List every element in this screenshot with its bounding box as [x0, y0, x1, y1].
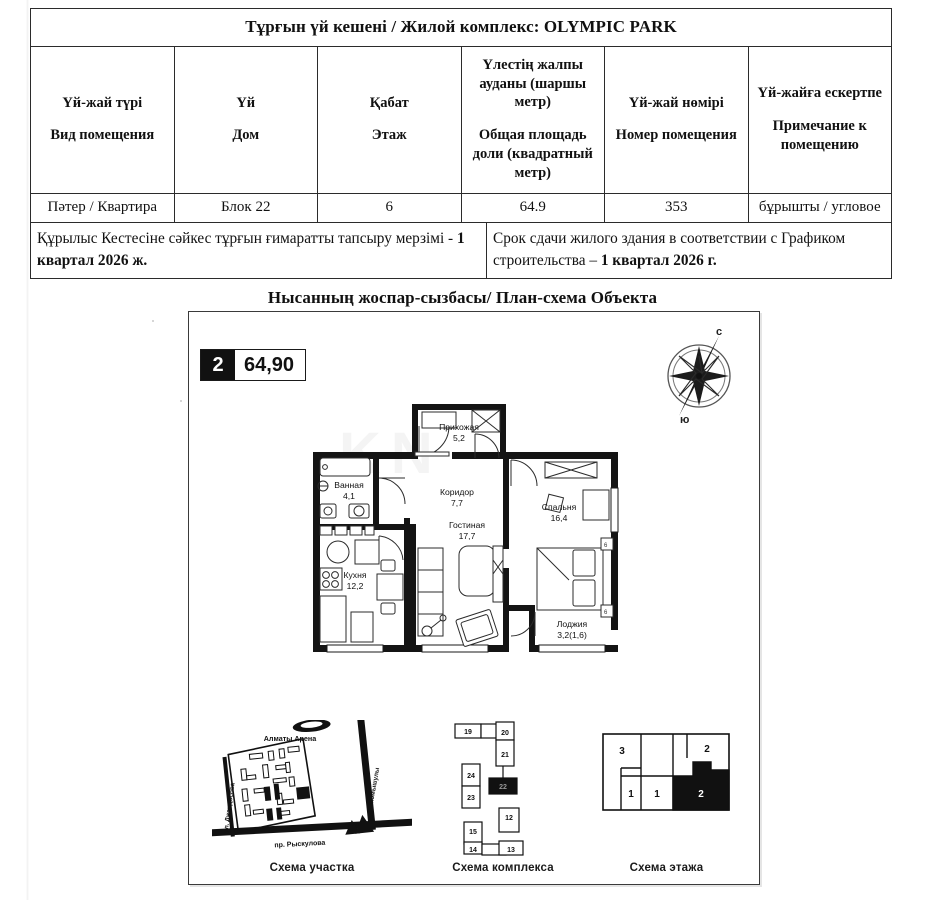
complex-block-24: 24 [467, 773, 475, 780]
column-header-number [605, 46, 749, 193]
room-label-loggia: Лоджия [556, 619, 588, 629]
complex-block-19: 19 [464, 729, 472, 736]
floor-scheme [589, 720, 744, 874]
complex-block-14: 14 [469, 847, 477, 854]
floor-plan-svg [307, 400, 627, 670]
deadline-kz-value: 1 квартал 2026 ж. [37, 230, 465, 269]
cell-number: 353 [605, 193, 749, 222]
header-ru: Номер помещения [615, 127, 737, 144]
room-area-hall: 5,2 [453, 433, 465, 443]
column-header-type [31, 46, 175, 193]
svg-text:6: 6 [604, 610, 608, 616]
property-info-table [30, 8, 892, 223]
plot-scheme-svg [212, 720, 412, 858]
svg-text:с: с [716, 326, 723, 338]
scan-speck [180, 400, 182, 402]
floor-unit-3: 3 [618, 746, 625, 757]
header-ru: Этаж [371, 127, 407, 144]
room-area-bathroom: 4,1 [343, 491, 355, 501]
room-count: 2 [201, 350, 235, 380]
room-label-corridor: Коридор [440, 487, 474, 497]
header-ru: Примечание к помещению [772, 118, 867, 153]
header-kz: Үй [236, 94, 256, 111]
cell-floor: 6 [318, 193, 462, 222]
header-kz: Үй-жай нөмірі [628, 94, 724, 111]
complex-title: Тұрғын үй кешені / Жилой комплекс: OLYMPIC PARK [31, 9, 892, 47]
plot-scheme [207, 720, 417, 874]
floor-scheme-caption: Схема этажа [629, 862, 704, 874]
complex-scheme-svg [433, 720, 573, 858]
cell-area: 64.9 [461, 193, 605, 222]
header-ru: Общая площадь доли (квадратный метр) [472, 127, 593, 181]
room-label-living: Гостиная [448, 520, 486, 530]
complex-block-13: 13 [507, 847, 515, 854]
complex-block-23: 23 [467, 795, 475, 802]
cell-note: бұрышты / угловое [748, 193, 892, 222]
table-row [31, 193, 892, 222]
floor-unit-2a: 2 [703, 744, 710, 755]
plot-scheme-caption: Схема участка [269, 862, 355, 874]
object-plan-panel [188, 311, 760, 885]
room-area-bedroom: 16,4 [550, 513, 568, 523]
room-label-kitchen: Кухня [343, 570, 367, 580]
room-label-bathroom: Ванная [334, 480, 364, 490]
room-area-kitchen: 12,2 [346, 581, 364, 591]
scan-line-artifact [26, 0, 29, 900]
header-ru: Дом [232, 127, 260, 144]
column-header-building [174, 46, 318, 193]
complex-block-12: 12 [505, 815, 513, 822]
deadline-ru-value: 1 квартал 2026 г. [600, 251, 717, 269]
compass-rose-icon [653, 324, 749, 428]
apartment-area-badge [200, 349, 306, 381]
floor-unit-1a: 1 [627, 789, 634, 800]
scan-speck [152, 320, 154, 322]
room-area-living: 17,7 [458, 531, 476, 541]
deadline-ru-cell [487, 223, 892, 279]
room-label-hall: Прихожая [439, 422, 479, 432]
apartment-floor-plan [307, 400, 627, 670]
cell-building: Блок 22 [174, 193, 318, 222]
column-header-note [748, 46, 892, 193]
plan-section-title: Нысанның жоспар-сызбасы/ План-схема Объекта [267, 288, 658, 307]
deadline-kz-text: Құрылыс Кестесіне сәйкес тұрғын ғимаратты тапсыру мерзімі - [37, 230, 457, 247]
floor-scheme-svg [597, 720, 737, 858]
cell-type: Пәтер / Квартира [31, 193, 175, 222]
page-left-margin [0, 0, 30, 900]
plot-label-street-bottom: пр. Рыскулова [274, 839, 326, 850]
handover-deadline-table [30, 222, 892, 279]
complex-scheme-caption: Схема комплекса [452, 862, 554, 874]
header-kz: Үй-жай түрі [62, 94, 143, 111]
svg-text:6: 6 [604, 543, 608, 549]
complex-scheme [429, 720, 577, 874]
header-kz: Қабат [369, 94, 409, 111]
column-header-area [461, 46, 605, 193]
floor-unit-2-current: 2 [697, 789, 704, 800]
complex-block-20: 20 [501, 730, 509, 737]
complex-block-22: 22 [499, 784, 507, 791]
header-ru: Вид помещения [50, 127, 155, 144]
header-kz: Үй-жайға ескертпе [757, 85, 882, 102]
floor-unit-1b: 1 [653, 789, 660, 800]
svg-text:ю: ю [680, 414, 690, 426]
header-kz: Үлестің жалпы ауданы (шаршы метр) [479, 56, 587, 111]
plot-label-street-right: ул. Момышулы [365, 767, 382, 817]
complex-block-15: 15 [469, 829, 477, 836]
total-area-value: 64,90 [244, 353, 295, 376]
room-area-loggia: 3,2(1,6) [557, 630, 587, 640]
deadline-ru-text: Срок сдачи жилого здания в соответствии с Графиком строительства – [493, 230, 846, 269]
room-label-bedroom: Спальня [541, 502, 577, 512]
plot-label-arena: Алматы Арена [263, 734, 317, 743]
complex-block-21: 21 [501, 752, 509, 759]
column-header-floor [318, 46, 462, 193]
deadline-kz-cell [31, 223, 487, 279]
plot-label-street-left: ул. Джандосова [222, 782, 237, 834]
room-area-corridor: 7,7 [451, 498, 463, 508]
